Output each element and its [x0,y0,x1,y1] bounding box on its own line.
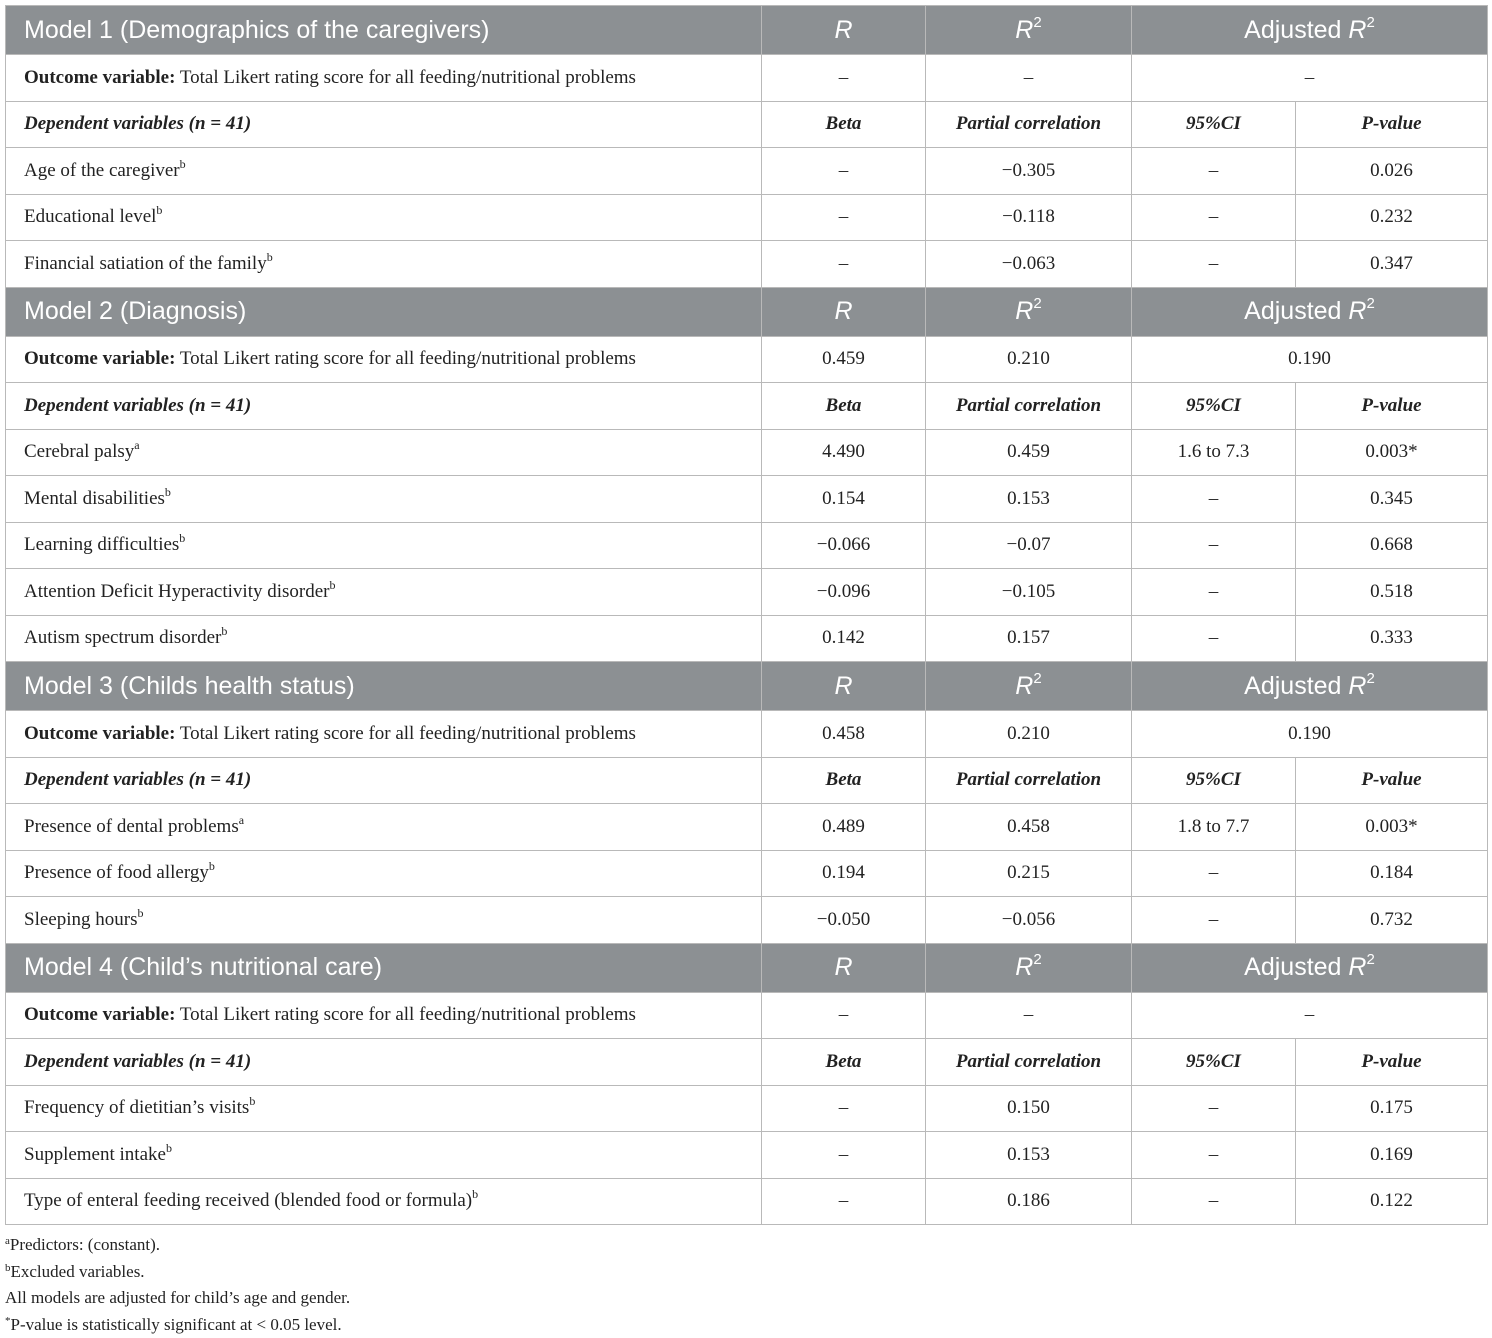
table-row [6,241,1488,288]
variable-cell [6,429,762,476]
p-value: 0.184 [1296,850,1488,897]
partial-correlation-value: 0.458 [926,804,1132,851]
model-header-row [6,662,1488,711]
ci-value: – [1132,615,1296,662]
beta-value: – [762,1132,926,1179]
header-adj-sup: 2 [1366,295,1375,312]
outcome-row [6,711,1488,758]
outcome-r2-value: – [926,55,1132,102]
outcome-text: Total Likert rating score for all feeding/nutritional problems [175,1004,636,1026]
variable-footnote-mark: a [238,812,245,827]
header-r-label: R [834,671,853,700]
variable-label: Educational level [24,206,157,228]
partial-correlation-value: 0.186 [926,1178,1132,1225]
variable-footnote-mark: b [208,859,215,874]
outcome-r-value: 0.458 [762,711,926,758]
outcome-label: Outcome variable: [24,348,176,370]
outcome-r-value: – [762,992,926,1039]
variable-label: Supplement intake [24,1143,166,1165]
subheader-p-value: P-value [1296,757,1488,804]
beta-value: 0.489 [762,804,926,851]
outcome-label: Outcome variable: [24,66,176,88]
subheader-beta: Beta [762,383,926,430]
ci-value: – [1132,897,1296,944]
subheader-beta: Beta [762,101,926,148]
subheader-p-value: P-value [1296,1039,1488,1086]
variable-footnote-mark: b [329,577,336,592]
variable-label: Autism spectrum disorder [24,627,222,649]
variable-footnote-mark: b [137,905,144,920]
p-value: 0.333 [1296,615,1488,662]
subheader-ci: 95%CI [1132,757,1296,804]
p-value: 0.003* [1296,429,1488,476]
p-value: 0.347 [1296,241,1488,288]
subheader-partial-correlation: Partial correlation [926,383,1132,430]
model-title: Model 2 (Diagnosis) [6,287,762,336]
variable-cell [6,850,762,897]
beta-value: – [762,1178,926,1225]
variable-label: Mental disabilities [24,487,165,509]
variable-cell [6,804,762,851]
variable-footnote-mark: b [179,156,186,171]
footnote [5,1232,350,1259]
model-title: Model 1 (Demographics of the caregivers) [6,6,762,55]
table-row [6,1178,1488,1225]
partial-correlation-value: −0.305 [926,148,1132,195]
p-value: 0.732 [1296,897,1488,944]
subheader-ci: 95%CI [1132,101,1296,148]
variable-label: Frequency of dietitian’s visits [24,1097,250,1119]
partial-correlation-value: 0.215 [926,850,1132,897]
regression-table [5,5,1488,1225]
outcome-adj-r2-value: – [1132,55,1488,102]
variable-label: Presence of dental problems [24,815,239,837]
subheader-partial-correlation: Partial correlation [926,101,1132,148]
header-r2-label: R [1015,15,1034,44]
header-r-squared [926,287,1132,336]
subheader-row [6,757,1488,804]
outcome-cell [6,992,762,1039]
variable-label: Financial satiation of the family [24,252,267,274]
p-value: 0.232 [1296,194,1488,241]
ci-value: – [1132,1132,1296,1179]
beta-value: – [762,194,926,241]
ci-value: – [1132,569,1296,616]
variable-label: Cerebral palsy [24,441,135,463]
outcome-adj-r2-value: 0.190 [1132,336,1488,383]
ci-value: – [1132,194,1296,241]
variable-label: Learning difficulties [24,534,180,556]
table-row [6,522,1488,569]
p-value: 0.345 [1296,476,1488,523]
header-r-squared [926,6,1132,55]
variable-footnote-mark: b [165,1140,172,1155]
table-row [6,569,1488,616]
variable-cell [6,1178,762,1225]
outcome-r2-value: 0.210 [926,711,1132,758]
table-row [6,476,1488,523]
table-row [6,850,1488,897]
variable-label: Type of enteral feeding received (blended food or formula) [24,1190,473,1212]
beta-value: −0.096 [762,569,926,616]
ci-value: – [1132,148,1296,195]
variable-cell [6,194,762,241]
outcome-adj-r2-value: 0.190 [1132,711,1488,758]
subheader-row [6,101,1488,148]
beta-value: – [762,241,926,288]
subheader-dependent: Dependent variables (n = 41) [6,383,762,430]
model-header-row [6,287,1488,336]
outcome-cell [6,336,762,383]
outcome-r-value: 0.459 [762,336,926,383]
footnote-mark: * [5,1314,11,1327]
ci-value: – [1132,1085,1296,1132]
outcome-row [6,992,1488,1039]
outcome-label: Outcome variable: [24,722,176,744]
outcome-text: Total Likert rating score for all feeding/nutritional problems [175,722,636,744]
variable-label: Presence of food allergy [24,862,209,884]
header-adj-r-label: R [1348,15,1367,44]
ci-value: – [1132,476,1296,523]
variable-footnote-mark: a [134,438,140,453]
header-adj-sup: 2 [1366,669,1375,687]
p-value: 0.026 [1296,148,1488,195]
p-value: 0.122 [1296,1178,1488,1225]
table-row [6,429,1488,476]
partial-correlation-value: −0.063 [926,241,1132,288]
header-r [762,943,926,992]
ci-value: – [1132,522,1296,569]
p-value: 0.003* [1296,804,1488,851]
p-value: 0.518 [1296,569,1488,616]
subheader-p-value: P-value [1296,383,1488,430]
variable-footnote-mark: b [156,203,163,218]
outcome-cell [6,55,762,102]
partial-correlation-value: −0.07 [926,522,1132,569]
partial-correlation-value: −0.105 [926,569,1132,616]
beta-value: −0.050 [762,897,926,944]
header-r2-sup: 2 [1033,669,1042,687]
partial-correlation-value: −0.118 [926,194,1132,241]
ci-value: 1.8 to 7.7 [1132,804,1296,851]
subheader-ci: 95%CI [1132,1039,1296,1086]
header-adjusted-r-squared [1132,6,1488,55]
variable-cell [6,241,762,288]
beta-value: −0.066 [762,522,926,569]
subheader-partial-correlation: Partial correlation [926,1039,1132,1086]
subheader-beta: Beta [762,757,926,804]
outcome-r-value: – [762,55,926,102]
p-value: 0.668 [1296,522,1488,569]
footnote-mark: b [5,1261,11,1274]
ci-value: – [1132,850,1296,897]
table-body [6,6,1488,1225]
variable-cell [6,615,762,662]
table-row [6,804,1488,851]
table-row [6,148,1488,195]
header-r2-sup: 2 [1033,295,1042,312]
model-title: Model 4 (Child’s nutritional care) [6,943,762,992]
variable-label: Sleeping hours [24,908,138,930]
subheader-ci: 95%CI [1132,383,1296,430]
header-adj-sup: 2 [1366,13,1375,31]
header-adj-label: Adjusted [1244,671,1349,700]
footnote-text: P-value is statistically significant at < 0.05 level. [10,1314,342,1334]
footnote [5,1259,350,1286]
p-value: 0.169 [1296,1132,1488,1179]
outcome-r2-value: – [926,992,1132,1039]
header-r [762,287,926,336]
header-adj-sup: 2 [1366,951,1375,968]
subheader-row [6,1039,1488,1086]
outcome-adj-r2-value: – [1132,992,1488,1039]
subheader-dependent: Dependent variables (n = 41) [6,757,762,804]
variable-cell [6,522,762,569]
outcome-row [6,336,1488,383]
table-footnotes [5,1232,350,1338]
header-adj-r-label: R [1348,953,1367,981]
partial-correlation-value: 0.459 [926,429,1132,476]
variable-cell [6,569,762,616]
outcome-row [6,55,1488,102]
variable-cell [6,897,762,944]
footnote-text: All models are adjusted for child’s age and gender. [5,1288,351,1307]
outcome-text: Total Likert rating score for all feeding/nutritional problems [175,348,636,370]
outcome-text: Total Likert rating score for all feeding/nutritional problems [175,66,636,88]
outcome-cell [6,711,762,758]
header-adjusted-r-squared [1132,943,1488,992]
p-value: 0.175 [1296,1085,1488,1132]
header-r [762,662,926,711]
beta-value: 4.490 [762,429,926,476]
header-adj-r-label: R [1348,297,1367,325]
subheader-partial-correlation: Partial correlation [926,757,1132,804]
table-row [6,1132,1488,1179]
footnote-text: Predictors: (constant). [9,1235,161,1254]
partial-correlation-value: −0.056 [926,897,1132,944]
beta-value: 0.194 [762,850,926,897]
table-row [6,897,1488,944]
header-r2-sup: 2 [1033,13,1042,31]
outcome-r2-value: 0.210 [926,336,1132,383]
variable-footnote-mark: b [266,249,273,264]
variable-cell [6,1085,762,1132]
header-r-label: R [834,953,853,981]
subheader-beta: Beta [762,1039,926,1086]
header-r-squared [926,943,1132,992]
variable-cell [6,1132,762,1179]
ci-value: – [1132,241,1296,288]
outcome-label: Outcome variable: [24,1004,176,1026]
partial-correlation-value: 0.157 [926,615,1132,662]
subheader-dependent: Dependent variables (n = 41) [6,1039,762,1086]
variable-footnote-mark: b [472,1187,479,1202]
header-r-label: R [834,15,853,44]
beta-value: – [762,1085,926,1132]
header-r [762,6,926,55]
header-adjusted-r-squared [1132,287,1488,336]
header-r2-sup: 2 [1033,951,1042,968]
variable-cell [6,476,762,523]
header-adjusted-r-squared [1132,662,1488,711]
model-title: Model 3 (Childs health status) [6,662,762,711]
partial-correlation-value: 0.150 [926,1085,1132,1132]
header-r2-label: R [1015,953,1034,981]
header-r2-label: R [1015,671,1034,700]
table-row [6,194,1488,241]
beta-value: 0.154 [762,476,926,523]
subheader-p-value: P-value [1296,101,1488,148]
variable-cell [6,148,762,195]
ci-value: – [1132,1178,1296,1225]
header-r2-label: R [1015,297,1034,325]
table-row [6,1085,1488,1132]
footnote-mark: a [5,1235,10,1247]
partial-correlation-value: 0.153 [926,476,1132,523]
footnote-text: Excluded variables. [10,1261,145,1281]
header-adj-label: Adjusted [1244,15,1349,44]
model-header-row [6,943,1488,992]
footnote [5,1285,350,1312]
beta-value: 0.142 [762,615,926,662]
header-r-squared [926,662,1132,711]
table-row [6,615,1488,662]
subheader-dependent: Dependent variables (n = 41) [6,101,762,148]
variable-label: Age of the caregiver [24,159,180,181]
header-adj-r-label: R [1348,671,1367,700]
variable-footnote-mark: b [164,484,171,499]
ci-value: 1.6 to 7.3 [1132,429,1296,476]
subheader-row [6,383,1488,430]
variable-footnote-mark: b [221,624,228,639]
header-adj-label: Adjusted [1244,297,1349,325]
header-adj-label: Adjusted [1244,953,1349,981]
variable-label: Attention Deficit Hyperactivity disorder [24,580,330,602]
model-header-row [6,6,1488,55]
variable-footnote-mark: b [249,1094,256,1109]
variable-footnote-mark: b [179,531,186,546]
footnote [5,1312,350,1338]
beta-value: – [762,148,926,195]
header-r-label: R [834,297,853,325]
partial-correlation-value: 0.153 [926,1132,1132,1179]
